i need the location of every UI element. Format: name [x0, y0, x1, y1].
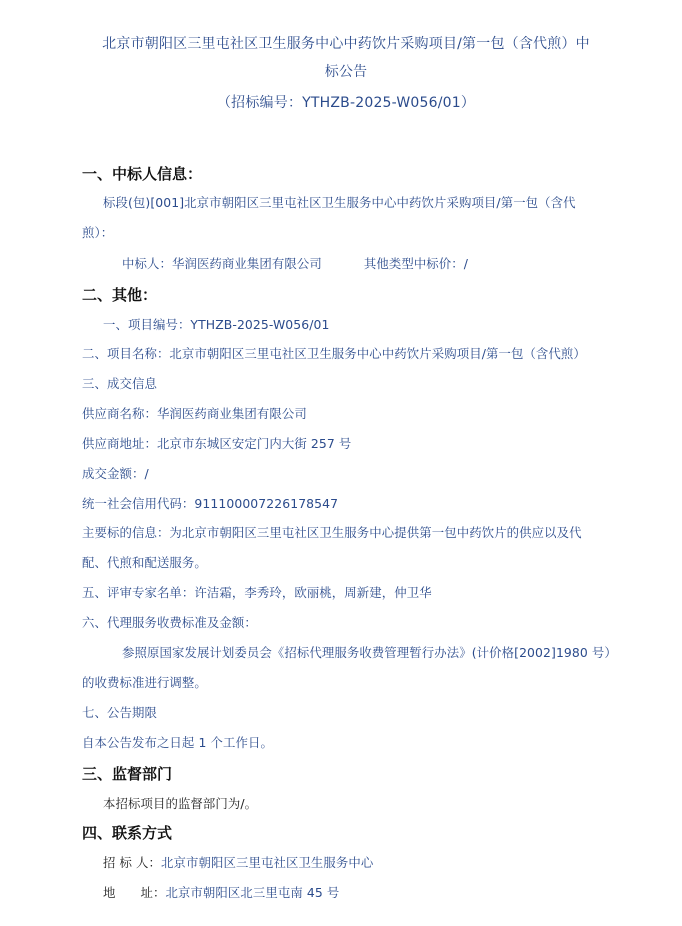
- supplier-name: 供应商名称：华润医药商业集团有限公司: [82, 406, 307, 421]
- notice-period-heading: 七、公告期限: [82, 705, 157, 720]
- tenderer-row: [103, 853, 373, 871]
- address-label: 地 址：: [103, 885, 166, 900]
- fee-line2: 的收费标准进行调整。: [82, 675, 207, 690]
- tender-number: （招标编号：YTHZB-2025-W056/01）: [216, 95, 476, 111]
- fee-heading: 六、代理服务收费标准及金额：: [82, 615, 257, 630]
- fee-line1: 参照原国家发展计划委员会《招标代理服务收费管理暂行办法》(计价格[2002]1980 号）: [122, 645, 617, 660]
- section-supervision-heading: 三、监督部门: [82, 765, 173, 783]
- deal-amount: 成交金额：/: [82, 466, 149, 481]
- address-row: [103, 883, 339, 901]
- supervision-text: 本招标项目的监督部门为/。: [103, 796, 258, 811]
- winner-row: [122, 254, 468, 272]
- supplier-address: 供应商地址：北京市东城区安定门内大街 257 号: [82, 436, 352, 451]
- lot-line-1: 标段(包)[001]北京市朝阳区三里屯社区卫生服务中心中药饮片采购项目/第一包（含代: [103, 195, 576, 210]
- notice-period: 自本公告发布之日起 1 个工作日。: [82, 735, 273, 750]
- address-value: 北京市朝阳区北三里屯南 45 号: [165, 885, 340, 900]
- project-name: 二、项目名称：北京市朝阳区三里屯社区卫生服务中心中药饮片采购项目/第一包（含代煎）: [82, 346, 586, 361]
- notice-title-line1: 北京市朝阳区三里屯社区卫生服务中心中药饮片采购项目/第一包（含代煎）中: [102, 36, 590, 52]
- winner-name: 中标人：华润医药商业集团有限公司: [122, 256, 322, 271]
- project-number: 一、项目编号：YTHZB-2025-W056/01: [103, 317, 330, 332]
- credit-code: 统一社会信用代码：911100007226178547: [82, 496, 339, 511]
- section-other-heading: 二、其他：: [82, 286, 158, 304]
- main-subject-line1: 主要标的信息：为北京市朝阳区三里屯社区卫生服务中心提供第一包中药饮片的供应以及代: [82, 525, 582, 540]
- deal-info-heading: 三、成交信息: [82, 376, 157, 391]
- section-contact-heading: 四、联系方式: [82, 824, 173, 842]
- other-price: 其他类型中标价：/: [363, 256, 469, 271]
- tenderer-name: 北京市朝阳区三里屯社区卫生服务中心: [161, 855, 374, 870]
- lot-line-2: 煎）：: [82, 225, 114, 240]
- notice-title-line2: 标公告: [324, 64, 368, 80]
- main-subject-line2: 配、代煎和配送服务。: [82, 555, 207, 570]
- tenderer-label: 招 标 人：: [103, 855, 162, 870]
- section-winner-heading: 一、中标人信息：: [82, 165, 203, 183]
- expert-list: 五、评审专家名单：许洁霜，李秀玲，欧丽桃，周新建，仲卫华: [82, 585, 432, 600]
